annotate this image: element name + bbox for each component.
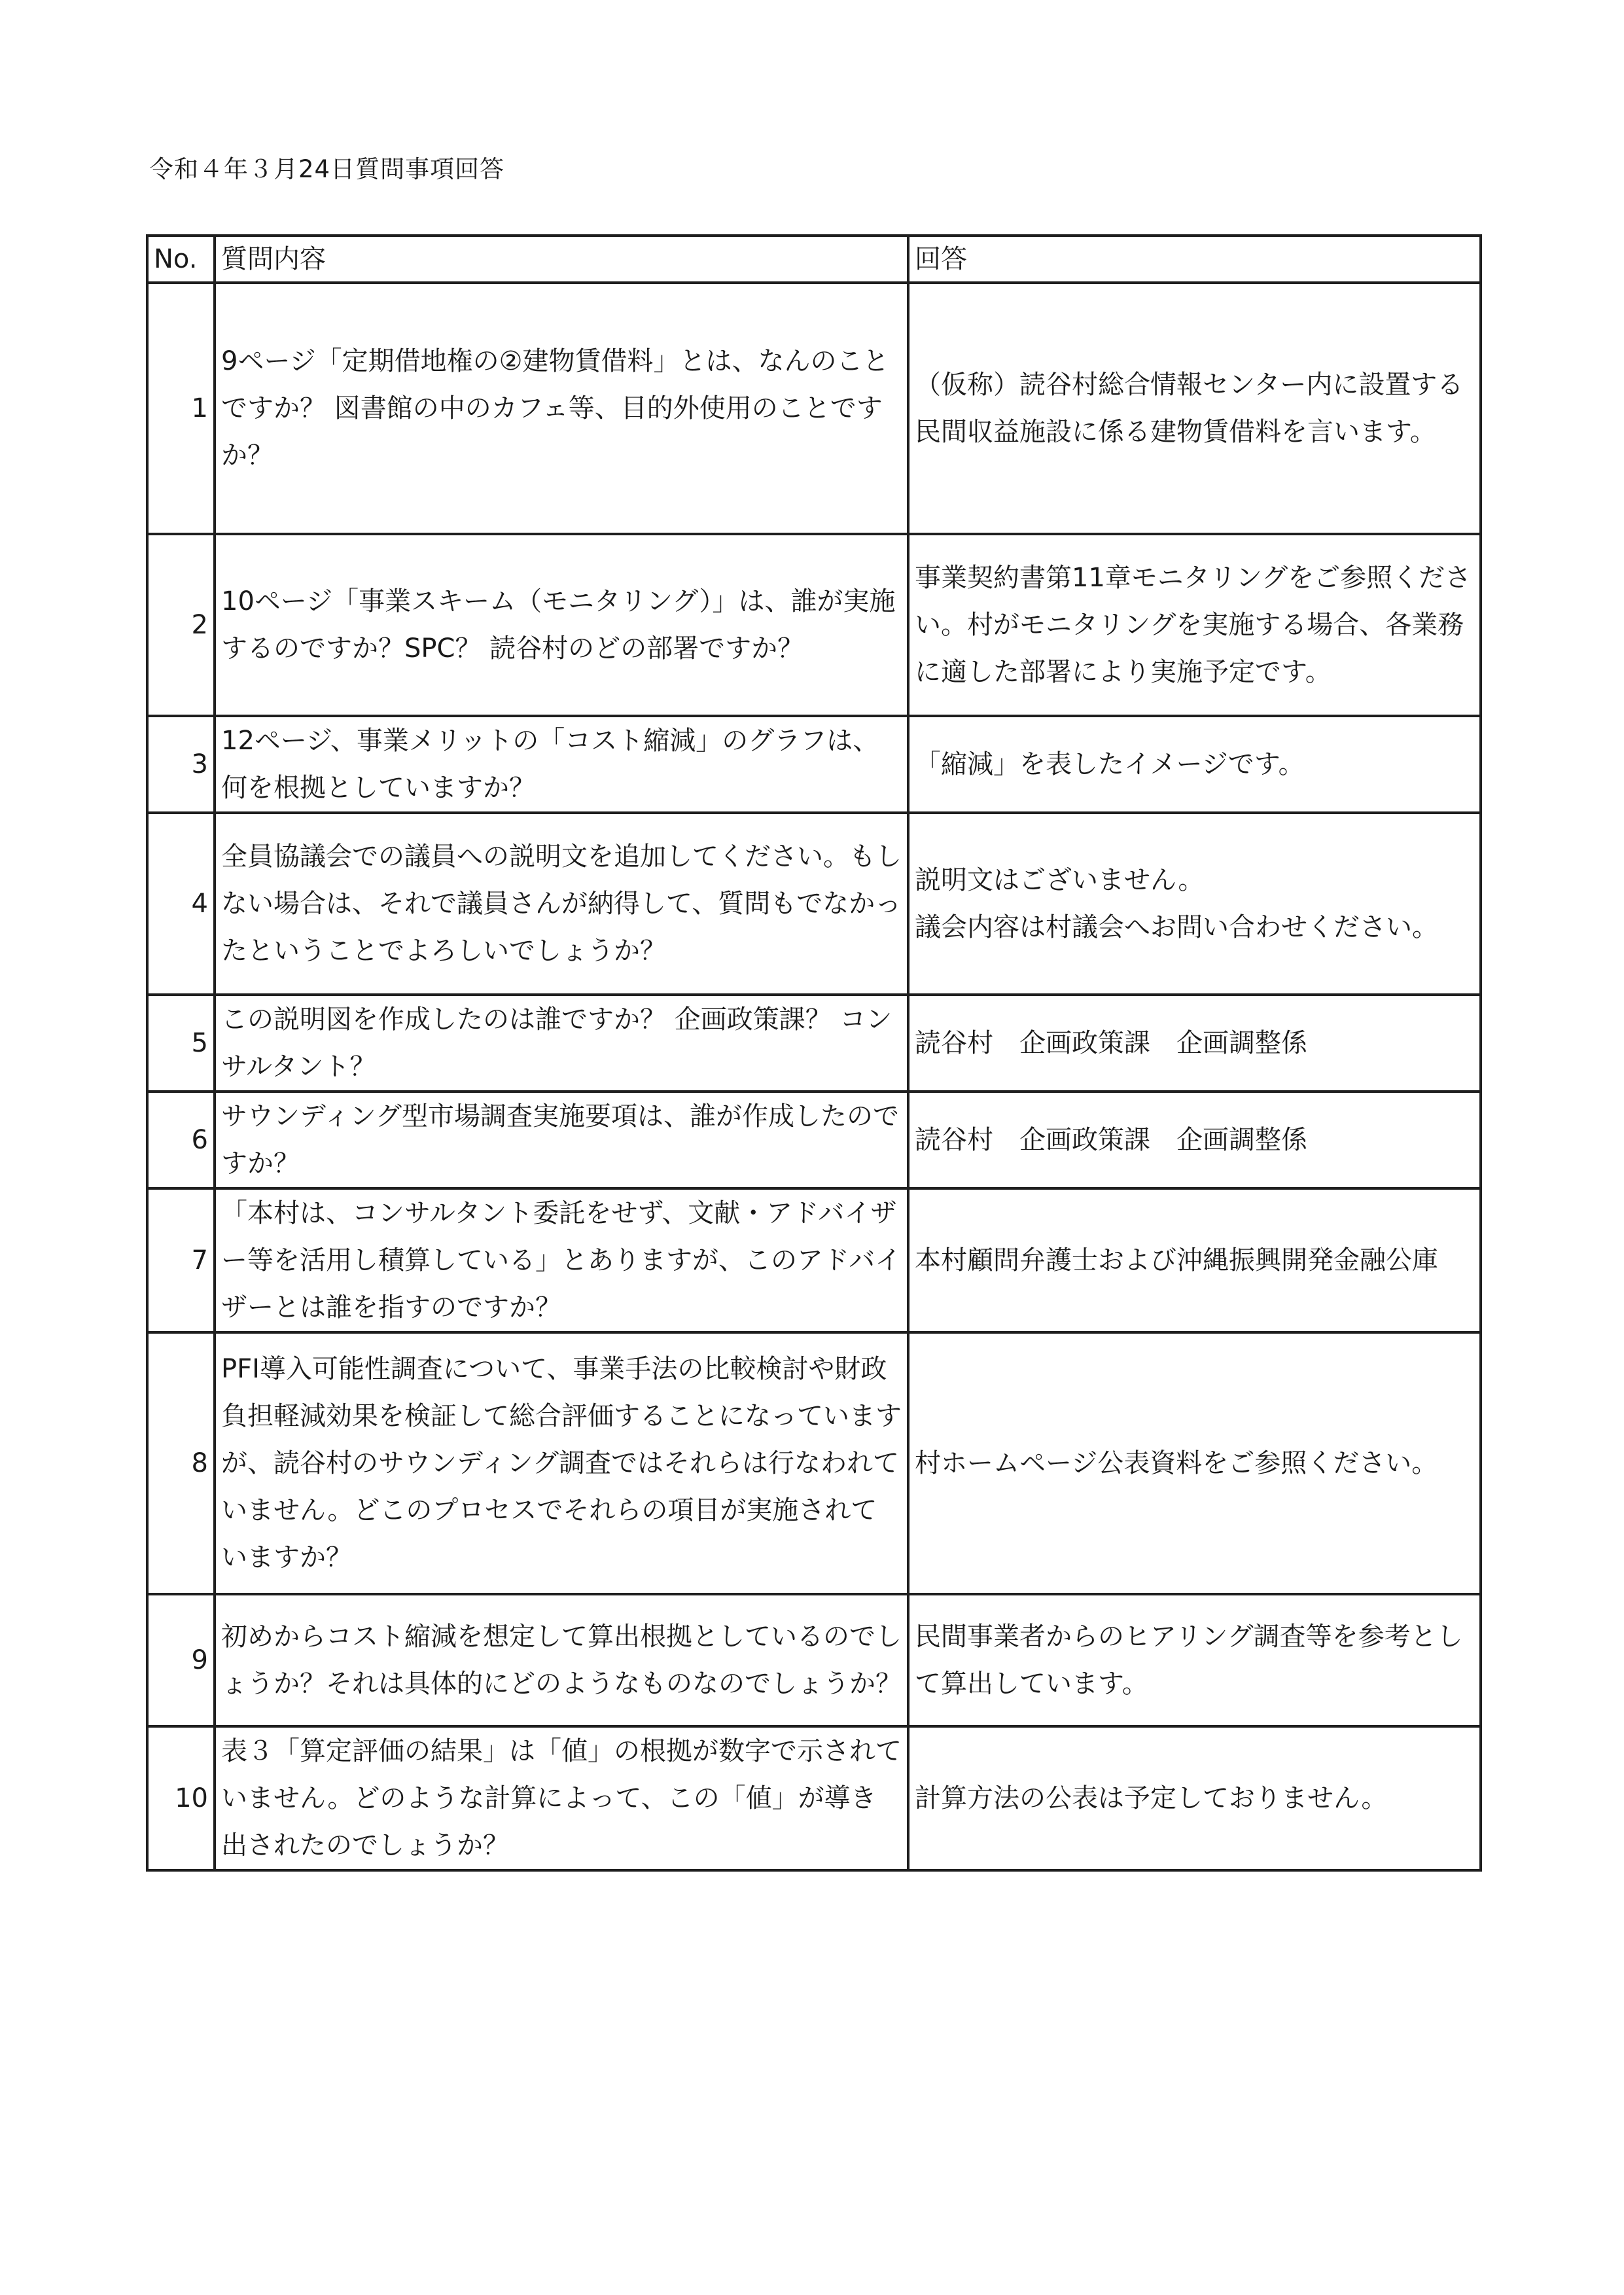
table-row <box>147 1594 1481 1726</box>
table-row <box>147 1332 1481 1594</box>
answer-line: （仮称）読谷村総合情報センター内に設置する民間収益施設に係る建物賃借料を言います。 <box>915 370 1464 447</box>
question-cell: 12ページ、事業メリットの「コスト縮減」のグラフは、何を根拠としていますか？ <box>215 716 908 813</box>
answer-cell <box>908 1188 1481 1332</box>
answer-cell <box>908 283 1481 534</box>
table-row <box>147 995 1481 1092</box>
table-row <box>147 1726 1481 1870</box>
table-row <box>147 1092 1481 1188</box>
answer-line: 計算方法の公表は予定しておりません。 <box>915 1783 1388 1813</box>
row-number: 2 <box>147 534 215 716</box>
question-cell: サウンディング型市場調査実施要項は、誰が作成したのですか？ <box>215 1092 908 1188</box>
answer-cell <box>908 1726 1481 1870</box>
question-cell: 表３「算定評価の結果」は「値」の根拠が数字で示されていません。どのような計算によって、この「値」が導き出されたのでしょうか？ <box>215 1726 908 1870</box>
answer-line: 議会内容は村議会へお問い合わせください。 <box>915 912 1438 942</box>
table-row <box>147 534 1481 716</box>
question-cell: 全員協議会での議員への説明文を追加してください。もしない場合は、それで議員さんが納得して、質問もでなかったということでよろしいでしょうか？ <box>215 813 908 995</box>
question-cell: 10ページ「事業スキーム（モニタリング）」は、誰が実施するのですか？SPC？ 読谷村のどの部署ですか？ <box>215 534 908 716</box>
answer-cell <box>908 813 1481 995</box>
answer-cell <box>908 1092 1481 1188</box>
row-number: 1 <box>147 283 215 534</box>
question-cell: 「本村は、コンサルタント委託をせず、文献・アドバイザー等を活用し積算している」とありますが、このアドバイザーとは誰を指すのですか？ <box>215 1188 908 1332</box>
row-number: 4 <box>147 813 215 995</box>
row-number: 3 <box>147 716 215 813</box>
row-number: 10 <box>147 1726 215 1870</box>
answer-line: 事業契約書第11章モニタリングをご参照ください。村がモニタリングを実施する場合、各業務に適した部署により実施予定です。 <box>915 563 1472 687</box>
answer-line: 村ホームページ公表資料をご参照ください。 <box>915 1448 1438 1478</box>
table-header-row <box>147 236 1481 283</box>
table-row <box>147 813 1481 995</box>
answer-cell <box>908 1594 1481 1726</box>
answer-cell <box>908 1332 1481 1594</box>
page-title: 令和４年３月24日質問事項回答 <box>149 155 505 183</box>
row-number: 7 <box>147 1188 215 1332</box>
answer-line: 説明文はございません。 <box>915 865 1205 895</box>
row-number: 6 <box>147 1092 215 1188</box>
row-number: 5 <box>147 995 215 1092</box>
header-no: No. <box>147 236 215 283</box>
row-number: 8 <box>147 1332 215 1594</box>
header-answer: 回答 <box>908 236 1481 283</box>
answer-line: 本村顧問弁護士および沖縄振興開発金融公庫 <box>915 1245 1438 1275</box>
question-cell: PFI導入可能性調査について、事業手法の比較検討や財政負担軽減効果を検証して総合評価することになっていますが、読谷村のサウンディング調査ではそれらは行なわれていません。どこのプロセスでそれらの項目が実施されていますか？ <box>215 1332 908 1594</box>
answer-cell <box>908 534 1481 716</box>
answer-cell <box>908 995 1481 1092</box>
header-question: 質問内容 <box>215 236 908 283</box>
answer-cell <box>908 716 1481 813</box>
question-cell: 初めからコスト縮減を想定して算出根拠としているのでしょうか？それは具体的にどのようなものなのでしょうか？ <box>215 1594 908 1726</box>
question-cell: 9ページ「定期借地権の②建物賃借料」とは、なんのことですか？ 図書館の中のカフェ等、目的外使用のことですか？ <box>215 283 908 534</box>
qa-table <box>146 234 1482 1872</box>
question-cell: この説明図を作成したのは誰ですか？ 企画政策課？ コンサルタント？ <box>215 995 908 1092</box>
table-row <box>147 716 1481 813</box>
answer-line: 読谷村 企画政策課 企画調整係 <box>915 1125 1307 1155</box>
table-row <box>147 1188 1481 1332</box>
table-row <box>147 283 1481 534</box>
row-number: 9 <box>147 1594 215 1726</box>
answer-line: 「縮減」を表したイメージです。 <box>915 749 1305 779</box>
answer-line: 読谷村 企画政策課 企画調整係 <box>915 1028 1307 1058</box>
answer-line: 民間事業者からのヒアリング調査等を参考として算出しています。 <box>915 1622 1463 1699</box>
